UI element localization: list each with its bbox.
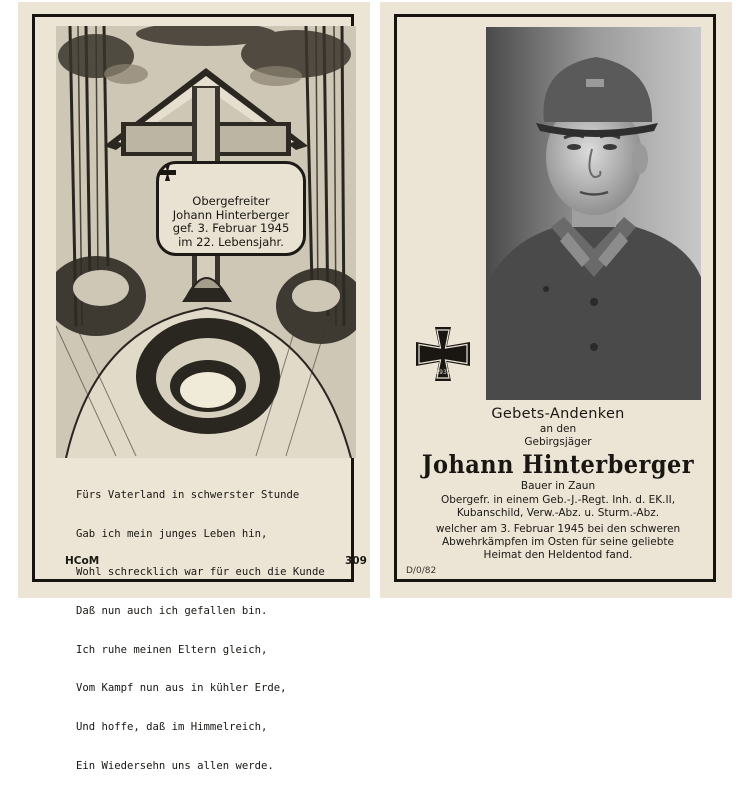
memorial-poem xyxy=(76,463,366,799)
soldier-name: Johann Hinterberger xyxy=(421,450,695,479)
plaque-name: Johann Hinterberger xyxy=(172,207,290,222)
iron-cross-year: 1939 xyxy=(435,369,451,376)
page-number: 309 xyxy=(345,555,367,567)
poem-line: Fürs Vaterland in schwerster Stunde xyxy=(76,488,300,501)
soldier-rank: Gebirgsjäger xyxy=(524,436,592,448)
iron-cross-icon xyxy=(416,327,470,381)
detail-line: Abwehrkämpfen im Osten für seine geliebte xyxy=(442,536,674,548)
plaque-iron-cross-icon xyxy=(159,164,176,181)
poem-line: Wohl schrecklich war für euch die Kunde xyxy=(76,566,325,579)
poem-line: Und hoffe, daß im Himmelreich, xyxy=(76,721,268,734)
poem-line: Gab ich mein junges Leben hin, xyxy=(76,527,268,540)
detail-line: Obergefr. in einem Geb.-J.-Regt. Inh. d. EK.II, xyxy=(440,494,676,506)
printer-mark: HCoM xyxy=(65,555,100,567)
left-memorial-card xyxy=(18,2,370,772)
soldier-portrait-image xyxy=(486,27,701,400)
detail-line: welcher am 3. Februar 1945 bei den schweren xyxy=(435,523,681,535)
poem-line: Ich ruhe meinen Eltern gleich, xyxy=(76,643,268,656)
detail-line: Heimat den Heldentod fand. xyxy=(483,549,633,561)
an-den-text: an den xyxy=(539,423,577,435)
poem-line: Ein Wiedersehn uns allen werde. xyxy=(76,759,274,772)
grave-illustration xyxy=(56,26,356,458)
detail-line: Kubanschild, Verw.-Abz. u. Sturm.-Abz. xyxy=(456,507,660,519)
poem-line: Vom Kampf nun aus in kühler Erde, xyxy=(76,682,287,695)
right-memorial-card xyxy=(380,2,732,598)
soldier-portrait xyxy=(486,27,701,400)
plaque-rank: Obergefreiter xyxy=(192,194,270,208)
card-heading: Gebets-Andenken xyxy=(491,406,625,422)
plaque-age: im 22. Lebensjahr. xyxy=(178,234,284,249)
poem-line: Daß nun auch ich gefallen bin. xyxy=(76,604,268,617)
print-code: D/0/82 xyxy=(406,566,437,576)
plaque-death-date: gef. 3. Februar 1945 xyxy=(172,221,290,235)
grave-plaque xyxy=(156,161,306,256)
soldier-occupation: Bauer in Zaun xyxy=(520,480,596,492)
